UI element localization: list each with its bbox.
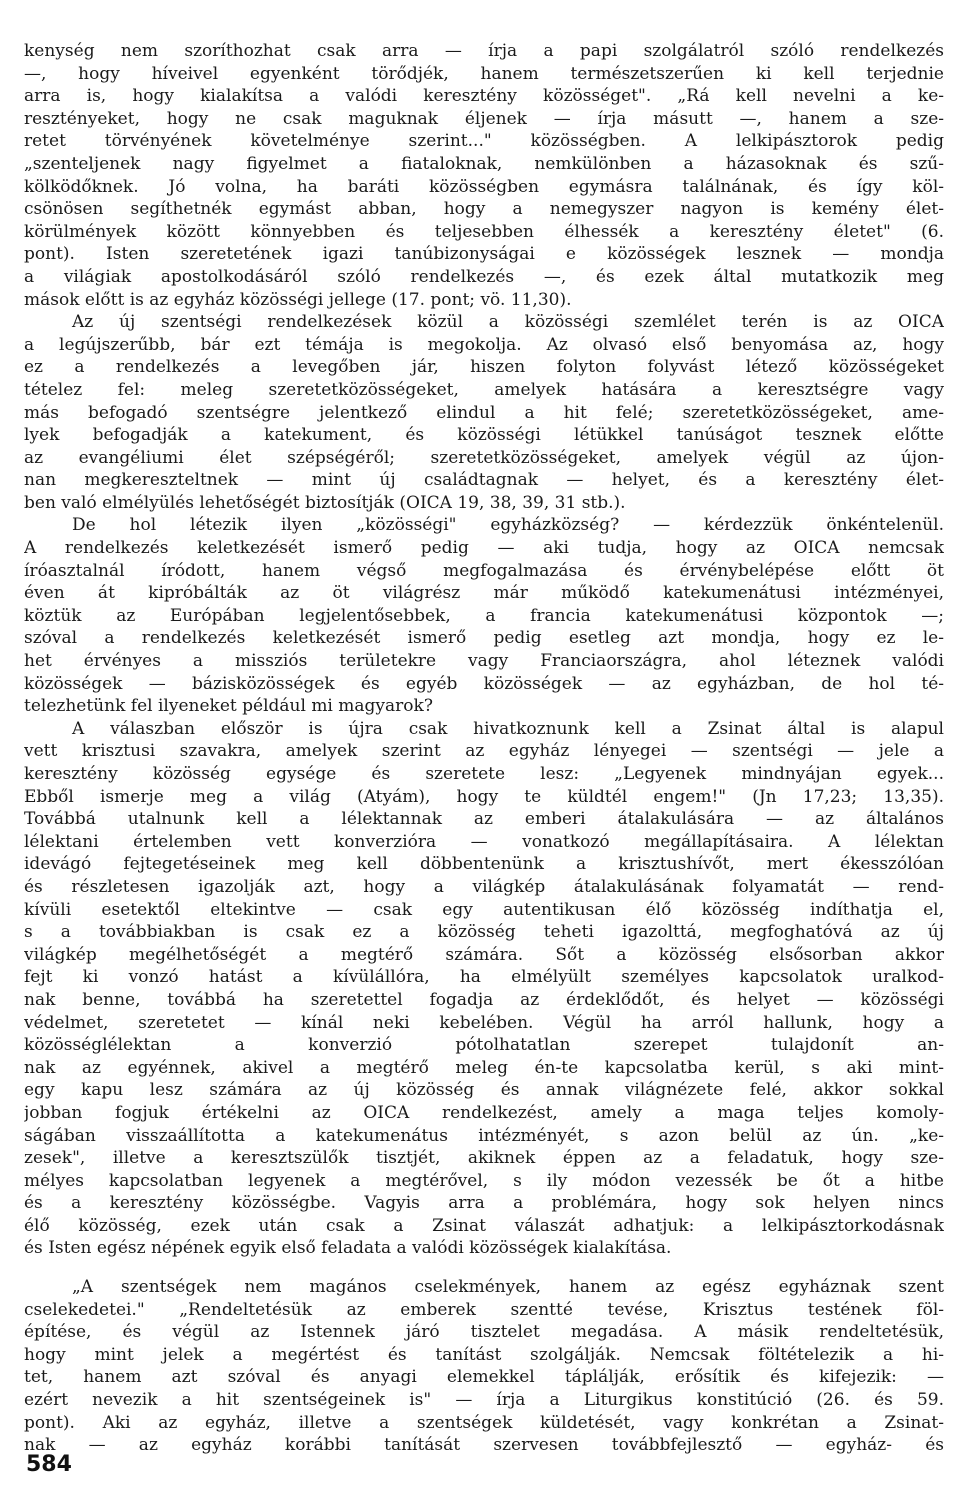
text-line: ez a rendelkezés a levegőben jár, hiszen folyton folyvást létező közösségeket (24, 357, 944, 378)
text-line: resztényeket, hogy ne csak maguknak éljenek — írja másutt —, hanem a sze- (24, 108, 944, 129)
paragraph-question (24, 514, 944, 717)
text-line: s a továbbiakban is csak ez a közösség teheti igazolttá, megfoghatóvá az új (24, 922, 944, 943)
text-line: lélektani értelemben vett konverzióra — vonatkozó megállapításaira. A lélektan (24, 831, 944, 852)
text-line: nak — az egyház korábbi tanítását szervesen továbbfejlesztő — egyház- és (24, 1435, 944, 1456)
text-line: —, hogy híveivel egyenként törődjék, hanem természetszerűen ki kell terjednie (24, 63, 944, 84)
text-line: het érvényes a missziós területekre vagy Franciaországra, ahol léteznek valódi (24, 651, 944, 672)
text-line: védelmet, szeretetet — kínál neki kebelében. Végül ha arról hallunk, hogy a (24, 1012, 944, 1033)
text-line: De hol létezik ilyen „közösségi" egyházközség? — kérdezzük önkéntelenül. (72, 515, 944, 536)
text-line: élő közösség, ezek után csak a Zsinat válaszát adhatjuk: a lelkipásztorkodásnak (24, 1215, 944, 1236)
paragraph-oica (24, 311, 944, 514)
text-line: építése, és végül az Istennek járó tisztelet megadása. A másik rendeltetésük, (24, 1322, 944, 1343)
text-line: ezért nevezik a hit szentségeinek is" — írja a Liturgikus konstitúció (26. és 59. (24, 1390, 944, 1411)
text-line: más befogadó szentségre jelentkező elindul a hit felé; szeretetközösségeket, ame- (24, 402, 944, 423)
text-line: köztük az Európában legjelentősebbek, a francia katekumenátusi központok —; (24, 605, 944, 626)
text-line: éven át kipróbálták az öt világrész már működő katekumenátusi intézményei, (24, 583, 944, 604)
text-line: Az új szentségi rendelkezések közül a közösségi szemlélet terén is az OICA (72, 312, 944, 333)
text-line: jobban fogjuk értékelni az OICA rendelkezést, amely a maga teljes komoly- (24, 1102, 944, 1123)
text-line: nak az egyénnek, akivel a megtérő meleg én-te kapcsolatba kerül, s aki mint- (24, 1057, 944, 1078)
text-line: körülmények között könnyebben és teljesebben élhessék a keresztény életet" (6. (24, 221, 944, 242)
text-line: tételez fel: meleg szeretetközösségeket, amelyek hatására a keresztségre vagy (24, 379, 944, 400)
text-line: lyek befogadják a katekument, és közösségi létükkel tanúságot tesznek előtte (24, 425, 944, 446)
text-line: telezhetünk fel ilyeneket például mi magyarok? (24, 696, 433, 717)
text-line: pont). Aki az egyház, illetve a szentségek küldetését, vagy konkrétan a Zsinat- (24, 1412, 944, 1433)
text-line: mások előtt is az egyház közösségi jellege (17. pont; vö. 11,30). (24, 289, 572, 310)
text-line: az evangéliumi élet szépségéről; szeretetközösségeket, amelyek végül az újon- (24, 447, 944, 468)
text-line: kölködőknek. Jó volna, ha baráti közösségben egymásra találnának, és így köl- (24, 176, 944, 197)
text-line: szóval a rendelkezés keletkezését ismerő pedig esetleg azt mondja, hogy ez le- (24, 628, 944, 649)
paragraph-community-ministry (24, 40, 944, 311)
text-line: tet, hanem azt szóval és anyagi elemekkel táplálják, erősítik és kifejezik: — (24, 1367, 944, 1388)
text-line: nak benne, továbbá ha szeretettel fogadja az érdeklődőt, és helyet — közösségi (24, 989, 944, 1010)
text-line: A válaszban először is újra csak hivatkoznunk kell a Zsinat által is alapul (72, 718, 944, 739)
text-line: idevágó fejtegetéseinek meg kell döbbentenünk a krisztushívőt, mert ékesszólóan (24, 854, 944, 875)
text-line: cselekedetei." „Rendeltetésük az emberek szentté tevése, Krisztus testének föl- (24, 1299, 944, 1320)
text-line: mélyes kapcsolatban legyenek a megtérővel, s ily módon vezessék be őt a hitbe (24, 1170, 944, 1191)
text-line: a világiak apostolkodásáról szóló rendelkezés —, és ezek által mutatkozik meg (24, 266, 944, 287)
text-line: zesek", illetve a keresztszülők tisztjét, akiknek éppen az a feladatuk, hogy sze- (24, 1148, 944, 1169)
text-line: íróasztalnál íródott, hanem végső megfogalmazása és érvénybelépése előtt öt (24, 560, 944, 581)
text-line: ságában visszaállította a katekumenátus intézményét, s azon belül az ún. „ke- (24, 1125, 944, 1146)
text-line: Ebből ismerje meg a világ (Atyám), hogy te küldtél engem!" (Jn 17,23; 13,35). (24, 786, 944, 807)
text-line: „szenteljenek nagy figyelmet a fiataloknak, nemkülönben a házasoknak és szű- (24, 153, 944, 174)
text-line: fejt ki vonzó hatást a kívülállóra, ha elmélyült személyes kapcsolatok uralkod- (24, 967, 944, 988)
text-line: Továbbá utalnunk kell a lélektannak az emberi átalakulására — az általános (24, 809, 944, 830)
text-line: világkép megélhetőségét a megtérő számára. Sőt a közösség elsősorban akkor (24, 944, 944, 965)
text-line: retet törvényének követelménye szerint..." közösségben. A lelkipásztorok pedig (24, 131, 944, 152)
text-line: és Isten egész népének egyik első feladata a valódi közösségek kialakítása. (24, 1238, 672, 1259)
text-line: ben való elmélyülés lehetőségét biztosítják (OICA 19, 38, 39, 31 stb.). (24, 492, 626, 513)
paragraph-sacraments (24, 1276, 944, 1457)
paragraph-gap (24, 1260, 944, 1276)
text-line: és részletesen igazolják azt, hogy a világkép átalakulásának folyamatát — rend- (24, 876, 944, 897)
text-line: keresztény közösség egysége és szeretete lesz: „Legyenek mindnyájan egyek... (24, 764, 944, 784)
text-line: nan megkereszteltnek — mint új családtagnak — helyet, és a keresztény élet- (24, 470, 944, 491)
text-line: hogy mint jelek a megértést és tanítást szolgálják. Nemcsak föltételezik a hi- (24, 1344, 944, 1365)
text-line: közösséglélektan a konverzió pótolhatatlan szerepet tulajdonít an- (24, 1035, 944, 1056)
text-line: és a keresztény közösségbe. Vagyis arra a problémára, hogy sok helyen nincs (24, 1193, 944, 1214)
text-line: csönösen segíthetnék egymást abban, hogy a nemegyszer nagyon is kemény élet- (24, 199, 944, 220)
text-line: kenység nem szoríthozhat csak arra — írja a papi szolgálatról szóló rendelkezés (24, 41, 944, 61)
text-line: a legújszerűbb, bár ezt témája is megokolja. Az olvasó első benyomása az, hogy (24, 334, 944, 355)
paragraph-answer (24, 718, 944, 1260)
text-line: vett krisztusi szavakra, amelyek szerint az egyház lényegei — szentségi — jele a (24, 741, 944, 762)
page-number: 584 (26, 1452, 72, 1477)
text-line: A rendelkezés keletkezését ismerő pedig — aki tudja, hogy az OICA nemcsak (24, 538, 944, 559)
text-line: pont). Isten szeretetének igazi tanúbizonyságai e közösségek lesznek — mondja (24, 244, 944, 265)
text-line: egy kapu lesz számára az új közösség és annak világnézete felé, akkor sokkal (24, 1080, 944, 1101)
text-line: „A szentségek nem magános cselekmények, hanem az egész egyháznak szent (72, 1277, 944, 1298)
text-line: kívüli esetektől eltekintve — csak egy autentikusan élő közösség indíthatja el, (24, 899, 944, 920)
page-body (24, 40, 944, 1457)
text-line: közösségek — bázisközösségek és egyéb közösségek — az egyházban, de hol té- (24, 673, 944, 694)
text-line: arra is, hogy kialakítsa a valódi keresztény közösséget". „Rá kell nevelni a ke- (24, 86, 944, 107)
